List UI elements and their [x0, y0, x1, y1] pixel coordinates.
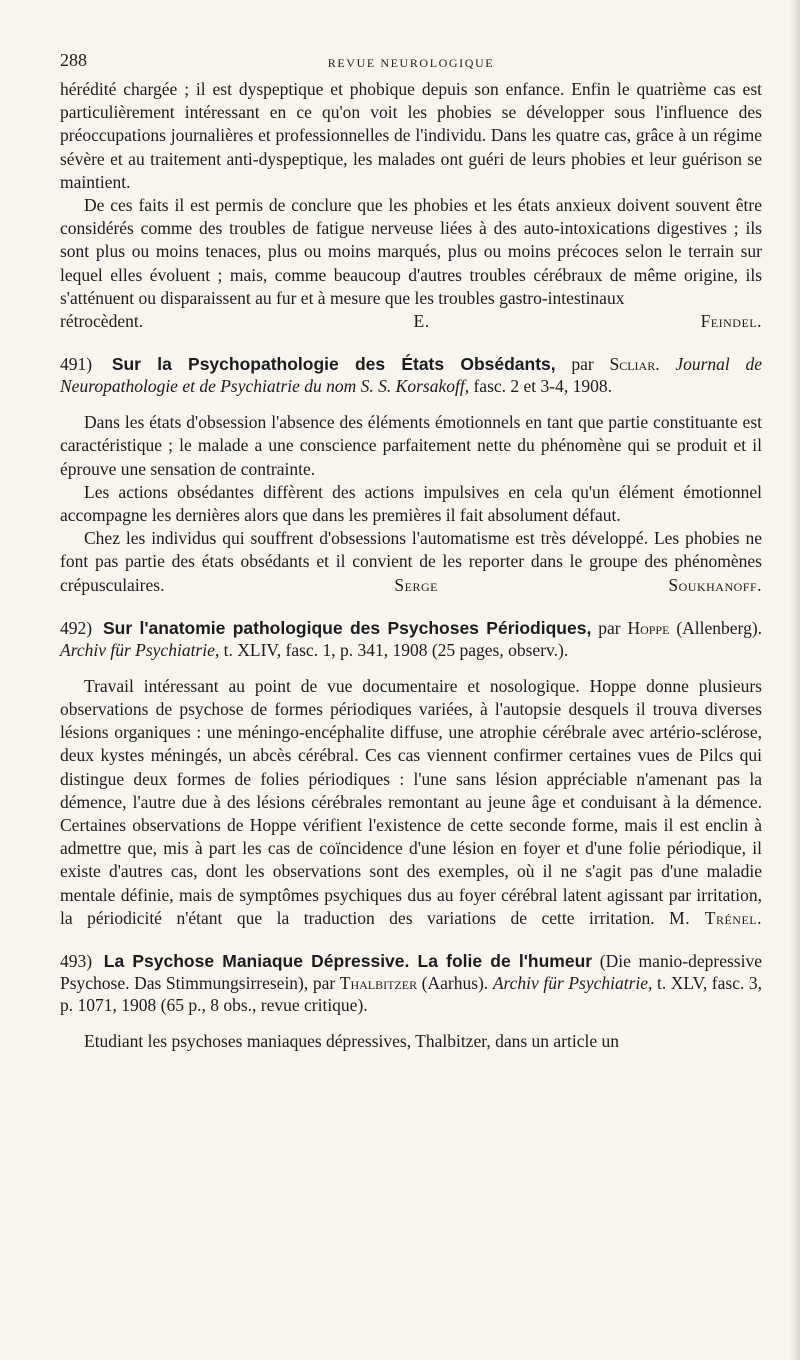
entry-reference: fasc. 2 et 3-4, 1908. — [473, 376, 612, 397]
entry-body — [60, 411, 762, 597]
entry-reference: t. XLIV, fasc. 1, p. 341, 1908 (25 pages, observ.). — [223, 639, 569, 660]
entry-last-paragraph — [60, 1030, 762, 1053]
entry-body — [60, 1030, 762, 1053]
page — [60, 44, 762, 1053]
review-entry-493 — [60, 950, 762, 1053]
scan-edge-shadow — [790, 0, 800, 1360]
entry-title: La Psychose Maniaque Dépressive. La folie de l'humeur — [103, 951, 593, 972]
entry-author: Hoppe — [627, 617, 670, 638]
page-number: 288 — [60, 50, 87, 70]
entry-by: par — [312, 973, 336, 994]
entry-paragraph: Dans les états d'obsession l'absence des éléments émotionnels en tant que partie constituante est caractéristique ; le malade a une conscience parfaitement nette du phénomène qui se produit et il éprouve une sensation de contrainte. — [60, 412, 762, 479]
intro-last-text: rétrocèdent. — [60, 311, 144, 332]
signature: E. Feindel. — [413, 311, 762, 332]
intro-paragraph-1: hérédité chargée ; il est dyspeptique et phobique depuis son enfance. Enfin le quatrième cas est particulièrement intéressant en ce qu'on voit les phobies se développer sous l'influence des préoccupations journalières et professionnelles de l'individu. Dans les quatre cas, grâce à un régime sévère et au traitement anti-dyspeptique, les malades ont guéri de leurs phobies et leur guérison se maintient. — [60, 79, 762, 192]
entry-number: 491) — [60, 354, 93, 375]
entry-last-paragraph — [60, 527, 762, 597]
entry-number: 492) — [60, 617, 93, 638]
entry-last-text: Travail intéressant au point de vue documentaire et nosologique. Hoppe donne plusieurs observations de psychose de formes périodiques variées, à l'autopsie desquels il trouva diverses lésions organiques : une méningo-encéphalite diffuse, une atrophie cérébrale avec artério-sclérose, deux kystes méningés, un abcès cérébral. Ces cas viennent confirmer certaines vues de Pilcs qui distingue deux formes de folies périodiques : l'une sans lésion appréciable n'amenant pas la démence, l'autre due à des lésions cérébrales remontant au jeune âge et conduisant à la démence. Certaines observations de Hoppe vérifient l'existence de cette seconde forme, mais il est enclin à admettre que, mis à part les cas de coïncidence d'une lésion en foyer et d'une folie périodique, il existe d'autres cas, dont les observations sont des exemples, où il ne s'agit pas d'une maladie mentale définie, mais de symptômes psychiques dus au foyer cérébral latent agissant par irritation, la périodicité n'étant que la traduction des variations de cette irritation. — [60, 675, 762, 928]
entry-last-paragraph — [60, 675, 762, 930]
entry-title: Sur la Psychopathologie des États Obsédants, — [111, 354, 556, 375]
entry-by: par — [598, 617, 621, 638]
entry-source: Archiv für Psychiatrie, — [492, 973, 653, 994]
entry-heading — [60, 950, 762, 1016]
intro-last-line — [60, 310, 762, 333]
entry-source: Journal de Neuropathologie et de Psychiatrie du nom S. S. Korsakoff, — [60, 354, 763, 397]
entry-affiliation: (Allenberg). — [676, 617, 763, 638]
entry-number: 493) — [60, 951, 93, 972]
signature: M. Trénel. — [669, 907, 762, 928]
entry-last-text: Etudiant les psychoses maniaques dépressives, Thalbitzer, dans un article un — [84, 1031, 620, 1052]
entry-by: par — [571, 354, 594, 375]
entry-body — [60, 675, 762, 930]
running-head — [60, 44, 762, 78]
review-entry-491 — [60, 353, 762, 597]
intro-paragraph-2: De ces faits il est permis de conclure que les phobies et les états anxieux doivent souvent être considérés comme des troubles de fatigue nerveuse liées à des auto-intoxications digestives ; ils sont plus ou moins tenaces, plus ou moins marqués, plus ou moins précoces selon le terrain sur lequel elles évoluent ; mais, comme beaucoup d'autres troubles cérébraux de même origine, ils s'atténuent ou disparaissent au fur et à mesure que les troubles gastro-intestinaux — [60, 195, 762, 308]
entry-author: Scliar. — [609, 354, 660, 375]
journal-name: REVUE NEUROLOGIQUE — [327, 56, 495, 70]
entry-subtitle: (Die manio-depressive Psychose. Das Stimmungsirresein), — [60, 951, 762, 994]
entry-author: Thalbitzer — [339, 973, 418, 994]
entry-last-text: Chez les individus qui souffrent d'obsessions l'automatisme est très développé. Les phobies ne font pas partie des états obsédants et il convient de les reporter dans le groupe des phénomènes crépusculaires. — [60, 528, 762, 595]
entry-source: Archiv für Psychiatrie, — [60, 639, 220, 660]
entry-heading — [60, 353, 762, 397]
entry-paragraph: Les actions obsédantes diffèrent des actions impulsives en cela qu'un élément émotionnel accompagne les dernières alors que dans les premières il fait absolument défaut. — [60, 481, 762, 526]
continued-review — [60, 78, 762, 333]
entry-affiliation: (Aarhus). — [421, 973, 489, 994]
signature: Serge Soukhanoff. — [394, 574, 762, 595]
review-entry-492 — [60, 617, 762, 930]
entry-heading — [60, 617, 762, 661]
entry-title: Sur l'anatomie pathologique des Psychoses Périodiques, — [102, 617, 592, 638]
entry-reference: t. XLV, fasc. 3, p. 1071, 1908 (65 p., 8 obs., revue critique). — [60, 973, 763, 1016]
